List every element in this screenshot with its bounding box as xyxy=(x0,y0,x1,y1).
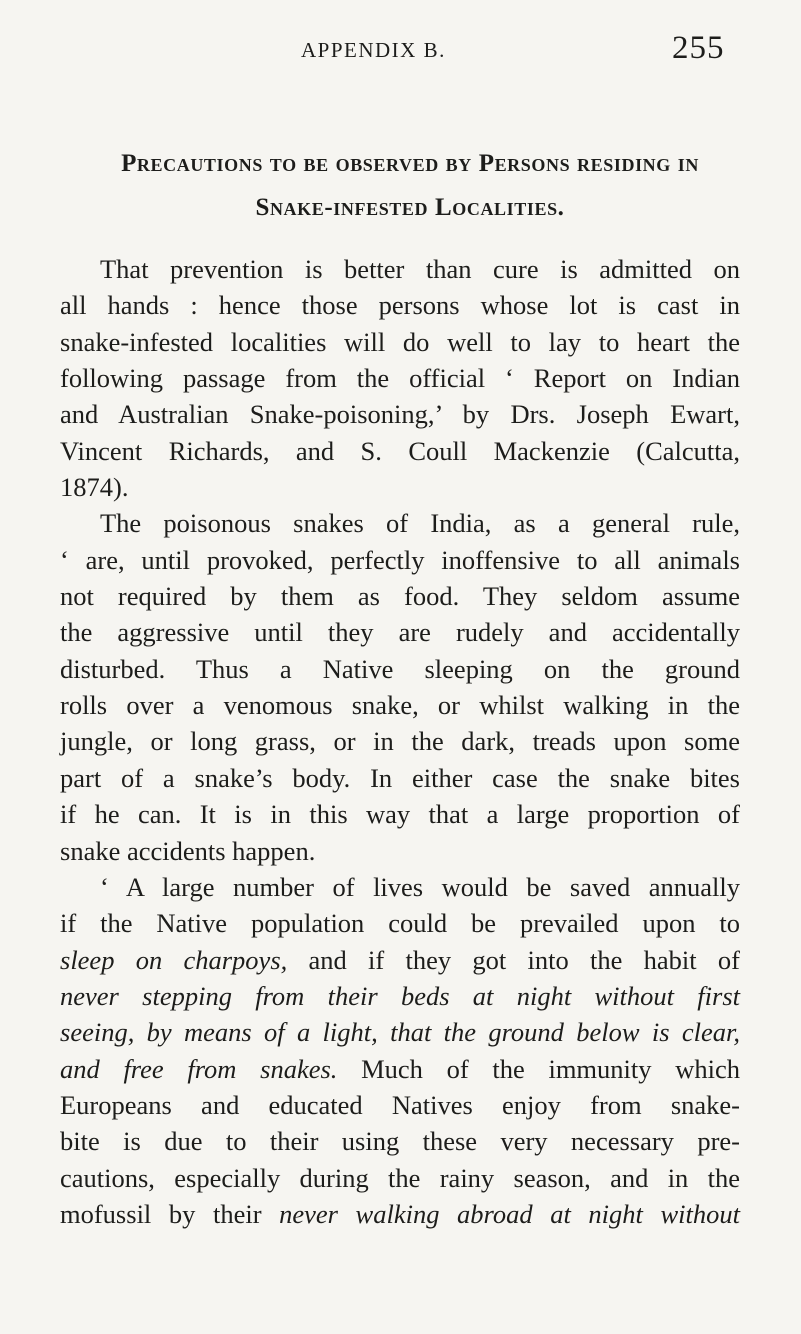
text-run: mofussil by their xyxy=(60,1198,280,1229)
text-line: bite is due to their using these very necessary pre- xyxy=(60,1126,740,1157)
body-text xyxy=(60,251,740,1232)
text-line: That prevention is better than cure is admitted on xyxy=(100,254,740,284)
running-head-title: APPENDIX B. xyxy=(301,38,446,62)
text-line: ‘ are, until provoked, perfectly inoffensive to all animals xyxy=(60,544,740,575)
italic-phrase: never walking abroad at night without xyxy=(279,1198,740,1229)
italic-phrase: sleep on charpoys, xyxy=(60,944,288,975)
text-line: not required by them as food. They seldom assume xyxy=(60,581,740,612)
text-line: following passage from the official ‘ Report on Indian xyxy=(60,363,740,394)
text-line: jungle, or long grass, or in the dark, treads upon some xyxy=(60,726,740,757)
text-line: snake-infested localities will do well to lay to heart the xyxy=(60,326,740,357)
text-line xyxy=(60,1196,740,1232)
text-run: Much of the immunity which xyxy=(337,1053,740,1084)
text-line: 1874). xyxy=(60,472,129,503)
text-line: all hands : hence those persons whose lot is cast in xyxy=(60,290,740,321)
italic-phrase: and free from snakes. xyxy=(60,1053,338,1084)
text-line xyxy=(60,1051,740,1087)
section-title-line-2: Snake-infested Localities. xyxy=(255,194,565,221)
running-head xyxy=(0,30,801,70)
text-line: and Australian Snake-poisoning,’ by Drs. Joseph Ewart, xyxy=(60,399,740,430)
text-line: snake accidents happen. xyxy=(60,835,316,866)
text-line: the aggressive until they are rudely and accidentally xyxy=(60,617,740,648)
text-line: cautions, especially during the rainy season, and in the xyxy=(60,1162,740,1193)
text-line: seeing, by means of a light, that the ground below is clear, xyxy=(60,1017,740,1048)
text-run: and if they got into the habit of xyxy=(287,944,740,975)
text-line: disturbed. Thus a Native sleeping on the ground xyxy=(60,653,740,684)
text-line: if the Native population could be prevailed upon to xyxy=(60,908,740,939)
page-number: 255 xyxy=(672,30,725,66)
section-title-line-1: Precautions to be observed by Persons residing in xyxy=(121,150,699,177)
text-line: never stepping from their beds at night without first xyxy=(60,980,740,1011)
text-line xyxy=(60,942,740,978)
section-title xyxy=(60,142,760,230)
text-line: The poisonous snakes of India, as a general rule, xyxy=(100,508,740,539)
text-line: rolls over a venomous snake, or whilst walking in the xyxy=(60,690,740,721)
text-line: Europeans and educated Natives enjoy from snake- xyxy=(60,1089,740,1120)
text-line: ‘ A large number of lives would be saved annually xyxy=(100,871,740,902)
text-line: part of a snake’s body. In either case the snake bites xyxy=(60,762,740,793)
text-line: Vincent Richards, and S. Coull Mackenzie (Calcutta, xyxy=(60,435,740,466)
text-line: if he can. It is in this way that a large proportion of xyxy=(60,799,740,830)
